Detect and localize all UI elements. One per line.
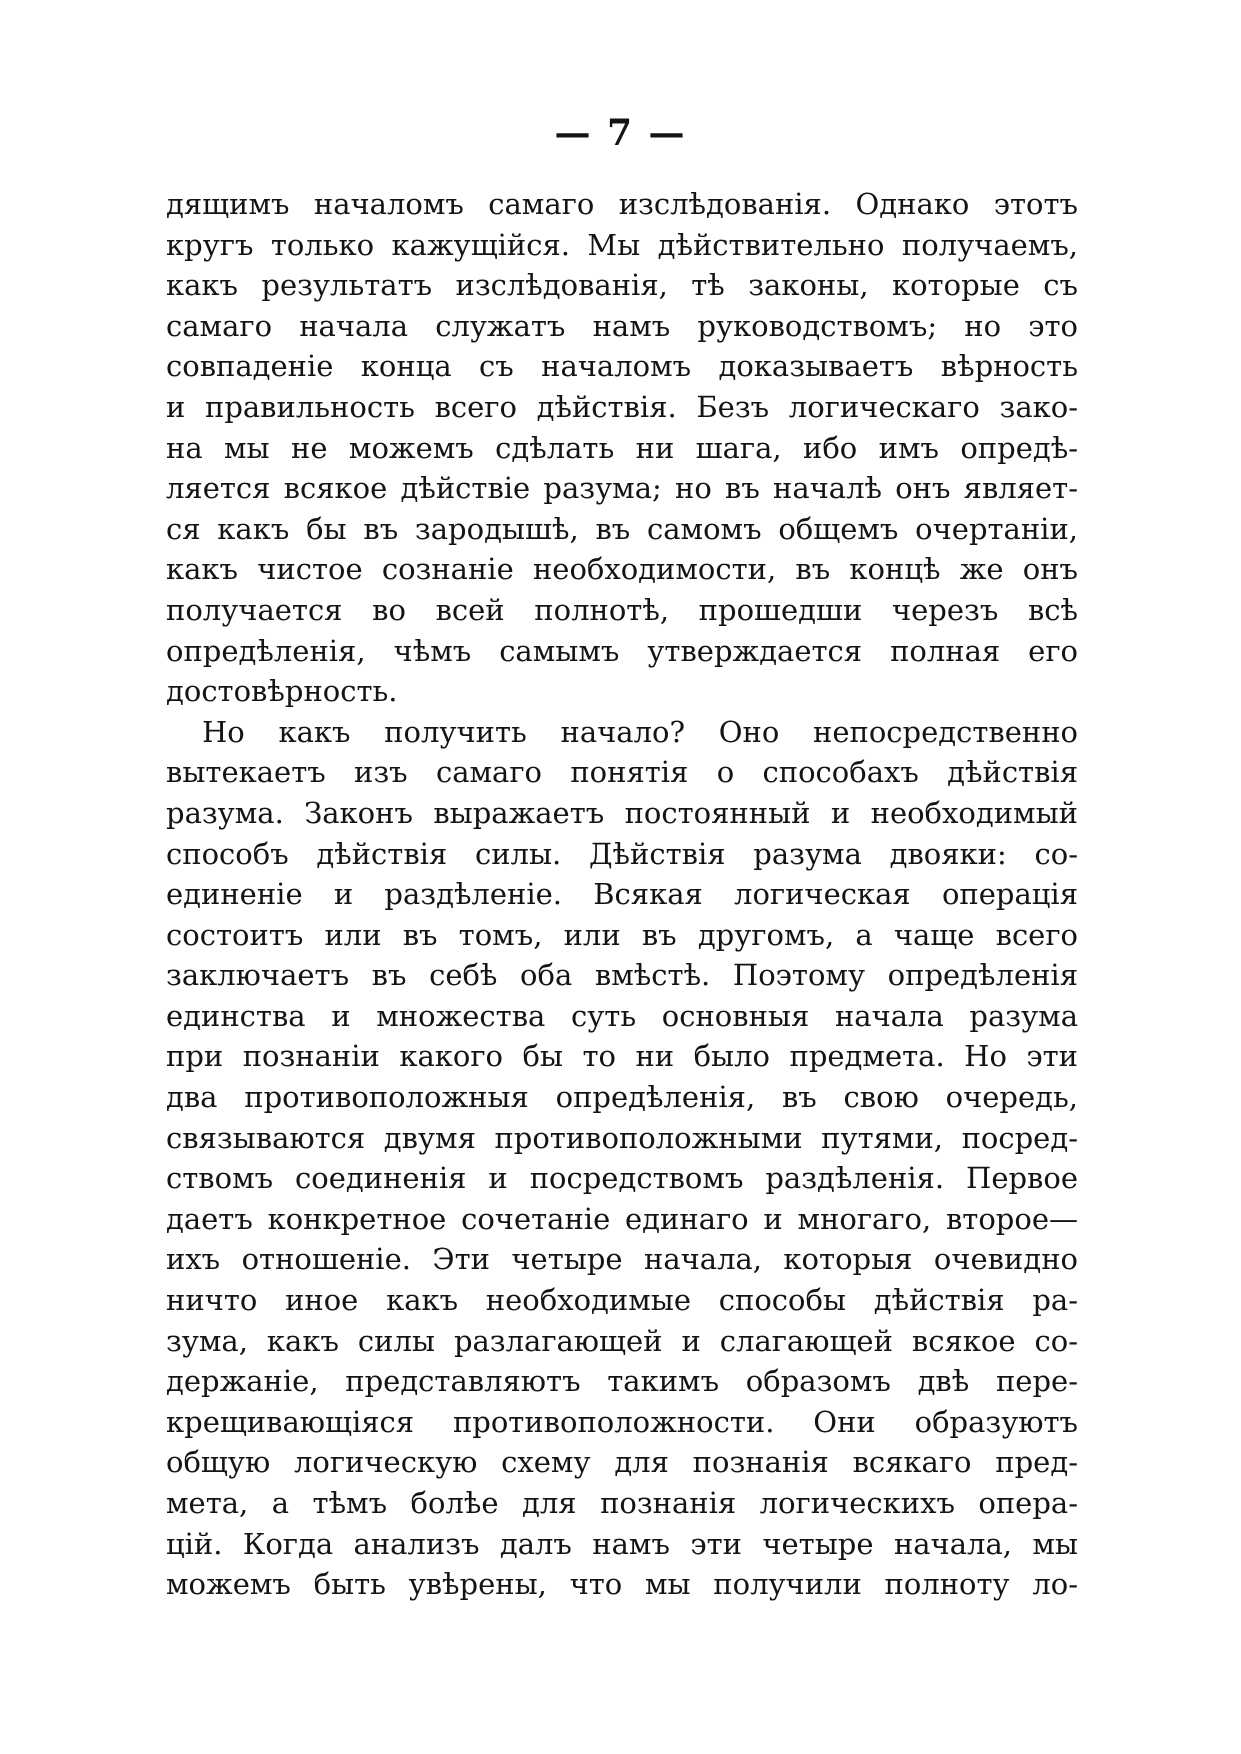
text-line: держаніе, представляютъ такимъ образомъ двѣ пере- bbox=[166, 1364, 1078, 1399]
text-line: Но какъ получить начало? Оно непосредственно bbox=[202, 714, 1078, 749]
text-line: и правильность всего дѣйствія. Безъ логическаго зако- bbox=[166, 389, 1078, 424]
text-line: заключаетъ въ себѣ оба вмѣстѣ. Поэтому опредѣленія bbox=[166, 958, 1078, 993]
text-line: крещивающіяся противоположности. Они образуютъ bbox=[166, 1404, 1078, 1439]
text-line: ся какъ бы въ зародышѣ, въ самомъ общемъ очертаніи, bbox=[166, 511, 1078, 546]
text-line: можемъ быть увѣрены, что мы получили полноту ло- bbox=[166, 1567, 1078, 1602]
text-line: единеніе и раздѣленіе. Всякая логическая операція bbox=[166, 877, 1078, 912]
text-line: кругъ только кажущійся. Мы дѣйствительно получаемъ, bbox=[166, 227, 1078, 262]
text-line: ствомъ соединенія и посредствомъ раздѣленія. Первое bbox=[166, 1161, 1078, 1196]
text-line: опредѣленія, чѣмъ самымъ утверждается полная его bbox=[166, 633, 1078, 668]
text-line: два противоположныя опредѣленія, въ свою очередь, bbox=[166, 1080, 1078, 1115]
body-text bbox=[166, 184, 1078, 1605]
text-line: какъ результатъ изслѣдованія, тѣ законы, которые съ bbox=[166, 268, 1078, 303]
text-line: на мы не можемъ сдѣлать ни шага, ибо имъ опредѣ- bbox=[166, 430, 1078, 465]
text-line: при познаніи какого бы то ни было предмета. Но эти bbox=[166, 1039, 1078, 1074]
text-line: единства и множества суть основныя начала разума bbox=[166, 998, 1078, 1033]
text-line: способъ дѣйствія силы. Дѣйствія разума двояки: со- bbox=[166, 836, 1078, 871]
text-line: связываются двумя противоположными путями, посред- bbox=[166, 1120, 1078, 1155]
text-line: даетъ конкретное сочетаніе единаго и многаго, второе— bbox=[166, 1201, 1078, 1236]
text-line: вытекаетъ изъ самаго понятія о способахъ дѣйствія bbox=[166, 755, 1078, 790]
text-line: самаго начала служатъ намъ руководствомъ; но это bbox=[166, 308, 1078, 343]
text-line: получается во всей полнотѣ, прошедши черезъ всѣ bbox=[166, 592, 1078, 627]
text-line: зума, какъ силы разлагающей и слагающей всякое со- bbox=[166, 1323, 1078, 1358]
text-line: ихъ отношеніе. Эти четыре начала, которыя очевидно bbox=[166, 1242, 1078, 1277]
text-line: совпаденіе конца съ началомъ доказываетъ вѣрность bbox=[166, 349, 1078, 384]
text-line: дящимъ началомъ самаго изслѣдованія. Однако этотъ bbox=[166, 187, 1078, 221]
text-line: цій. Когда анализъ далъ намъ эти четыре начала, мы bbox=[166, 1526, 1078, 1561]
text-line: достовѣрность. bbox=[166, 674, 398, 709]
text-line: разума. Законъ выражаетъ постоянный и необходимый bbox=[166, 795, 1078, 830]
text-line: общую логическую схему для познанія всякаго пред- bbox=[166, 1445, 1078, 1480]
text-line: какъ чистое сознаніе необходимости, въ концѣ же онъ bbox=[166, 552, 1078, 587]
text-line: мета, а тѣмъ болѣе для познанія логическихъ опера- bbox=[166, 1486, 1078, 1520]
text-line: состоитъ или въ томъ, или въ другомъ, а чаще всего bbox=[166, 917, 1078, 952]
text-line: ничто иное какъ необходимые способы дѣйствія ра- bbox=[166, 1283, 1078, 1318]
text-line: ляется всякое дѣйствіе разума; но въ началѣ онъ являет- bbox=[166, 471, 1078, 506]
page-number: — 7 — bbox=[554, 112, 687, 154]
